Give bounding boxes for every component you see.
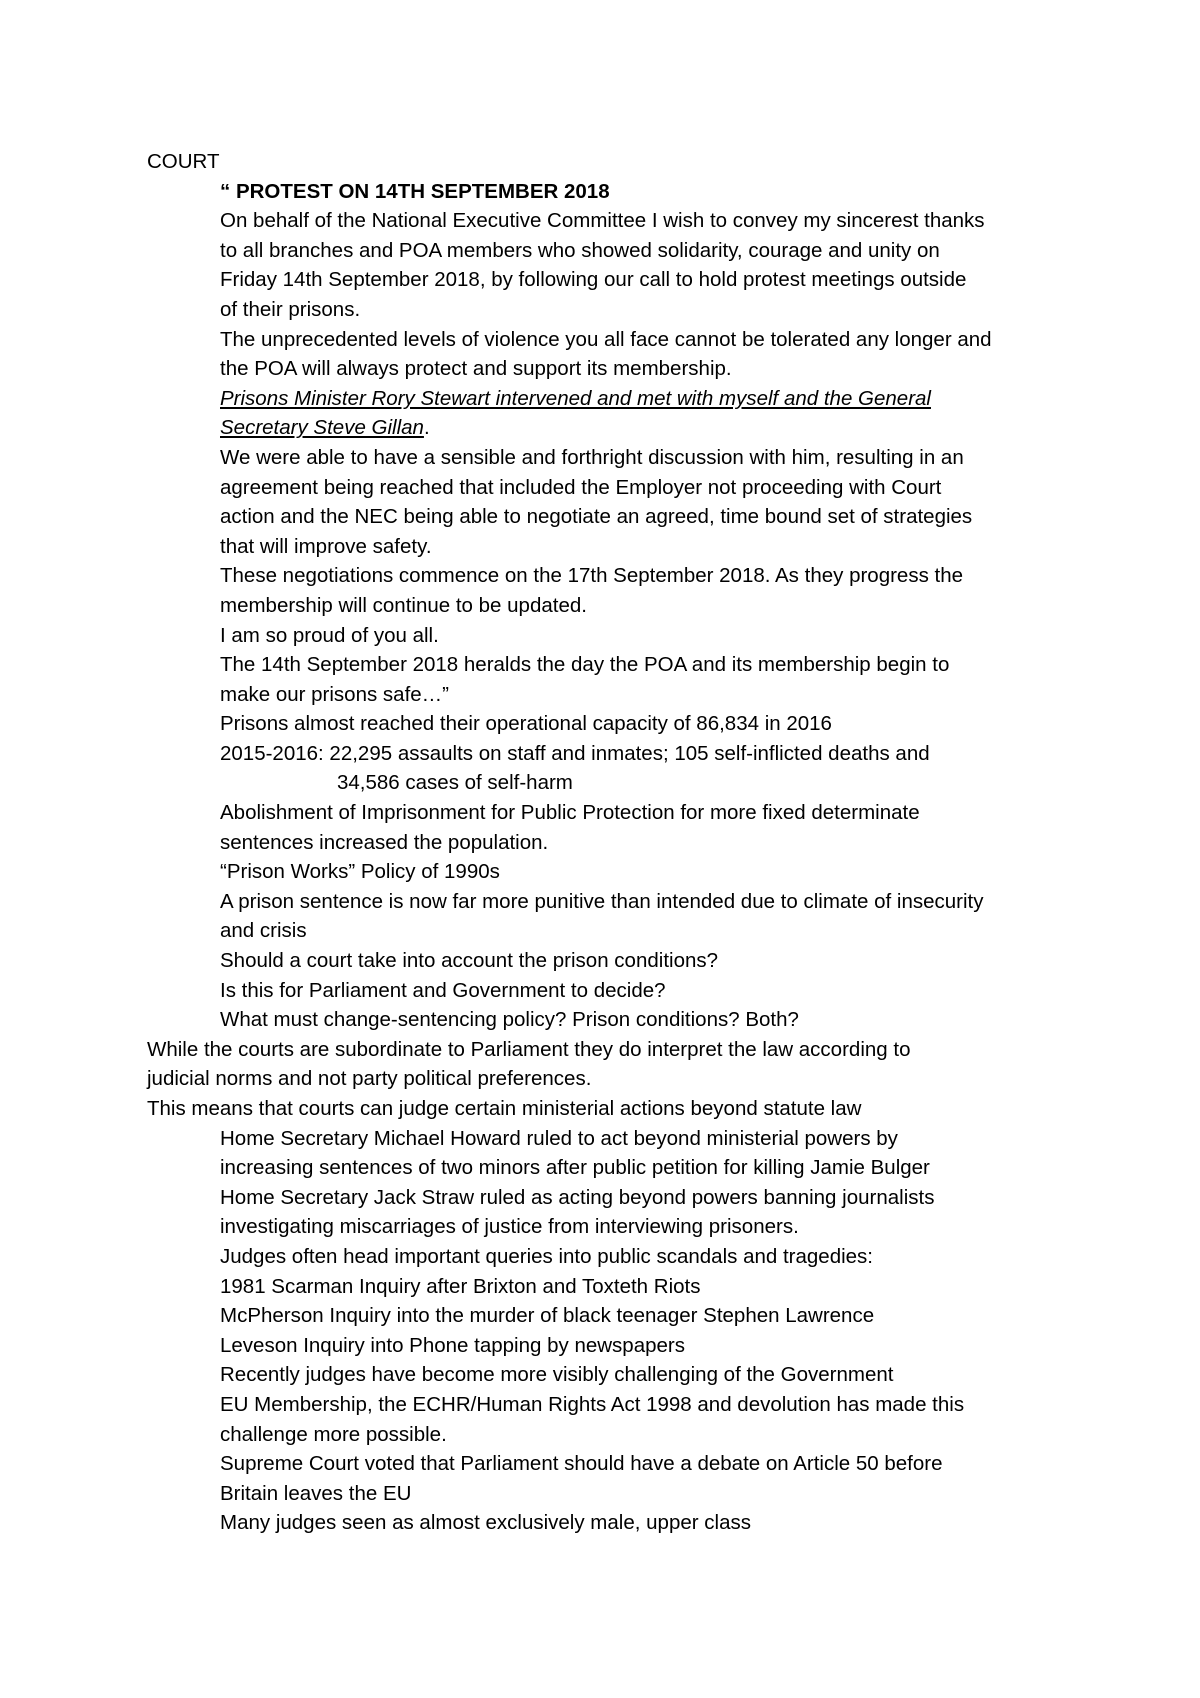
text-line: membership will continue to be updated. [220, 593, 587, 617]
text-line: judicial norms and not party political preferences. [147, 1067, 592, 1091]
text-line: The unprecedented levels of violence you all face cannot be tolerated any longer and [220, 327, 992, 351]
text-line: “Prison Works” Policy of 1990s [220, 860, 500, 884]
protest-title: “ PROTEST ON 14TH SEPTEMBER 2018 [220, 179, 610, 203]
text-line: While the courts are subordinate to Parliament they do interpret the law according to [147, 1037, 911, 1061]
text-line: This means that courts can judge certain ministerial actions beyond statute law [147, 1097, 862, 1120]
text-line: A prison sentence is now far more punitive than intended due to climate of insecurity [220, 889, 984, 913]
text-line: challenge more possible. [220, 1422, 447, 1446]
text-line: 1981 Scarman Inquiry after Brixton and Toxteth Riots [220, 1274, 701, 1298]
text-line [147, 413, 1097, 443]
text-line: 34,586 cases of self-harm [337, 771, 573, 795]
text-line: We were able to have a sensible and forthright discussion with him, resulting in an [220, 445, 964, 469]
text-line: 2015-2016: 22,295 assaults on staff and inmates; 105 self-inflicted deaths and [220, 741, 930, 765]
text-line: of their prisons. [220, 297, 361, 321]
text-line: Friday 14th September 2018, by following our call to hold protest meetings outside [220, 268, 967, 292]
emphasized-text: Secretary Steve Gillan [220, 416, 424, 440]
text-line: Abolishment of Imprisonment for Public Protection for more fixed determinate [220, 801, 920, 825]
text-line: I am so proud of you all. [220, 623, 439, 647]
text-line: agreement being reached that included the Employer not proceeding with Court [220, 475, 942, 499]
text-line: Recently judges have become more visibly challenging of the Government [220, 1363, 894, 1387]
text-line: that will improve safety. [220, 534, 432, 558]
text-line: sentences increased the population. [220, 830, 549, 854]
text-line: McPherson Inquiry into the murder of black teenager Stephen Lawrence [220, 1304, 875, 1328]
text-line: Home Secretary Michael Howard ruled to act beyond ministerial powers by [220, 1126, 898, 1150]
text-line: Judges often head important queries into public scandals and tragedies: [220, 1244, 874, 1268]
period-text: . [423, 416, 430, 440]
text-line: EU Membership, the ECHR/Human Rights Act 1998 and devolution has made this [220, 1392, 965, 1416]
text-line: and crisis [220, 919, 307, 943]
text-line: On behalf of the National Executive Committee I wish to convey my sincerest thanks [220, 209, 985, 233]
text-line: What must change-sentencing policy? Prison conditions? Both? [220, 1008, 799, 1032]
text-line: Britain leaves the EU [220, 1481, 412, 1505]
document-body [147, 147, 1097, 1538]
text-line: Leveson Inquiry into Phone tapping by newspapers [220, 1333, 685, 1357]
emphasized-line: Prisons Minister Rory Stewart intervened and met with myself and the General [220, 386, 931, 410]
text-line: Many judges seen as almost exclusively male, upper class [220, 1511, 751, 1535]
text-line: make our prisons safe…” [220, 682, 450, 706]
text-line: Home Secretary Jack Straw ruled as acting beyond powers banning journalists [220, 1185, 935, 1209]
text-line: the POA will always protect and support its membership. [220, 357, 732, 381]
document-heading: COURT [147, 150, 220, 173]
text-line: Supreme Court voted that Parliament should have a debate on Article 50 before [220, 1452, 943, 1476]
text-line: These negotiations commence on the 17th September 2018. As they progress the [220, 564, 964, 588]
text-line: increasing sentences of two minors after public petition for killing Jamie Bulger [220, 1156, 930, 1180]
text-line: investigating miscarriages of justice from interviewing prisoners. [220, 1215, 799, 1239]
text-line: The 14th September 2018 heralds the day the POA and its membership begin to [220, 653, 950, 677]
text-line: Prisons almost reached their operational capacity of 86,834 in 2016 [220, 712, 832, 736]
text-line: action and the NEC being able to negotiate an agreed, time bound set of strategies [220, 505, 973, 529]
text-line: Is this for Parliament and Government to decide? [220, 978, 666, 1002]
text-line: to all branches and POA members who showed solidarity, courage and unity on [220, 238, 940, 262]
text-line: Should a court take into account the prison conditions? [220, 949, 719, 973]
